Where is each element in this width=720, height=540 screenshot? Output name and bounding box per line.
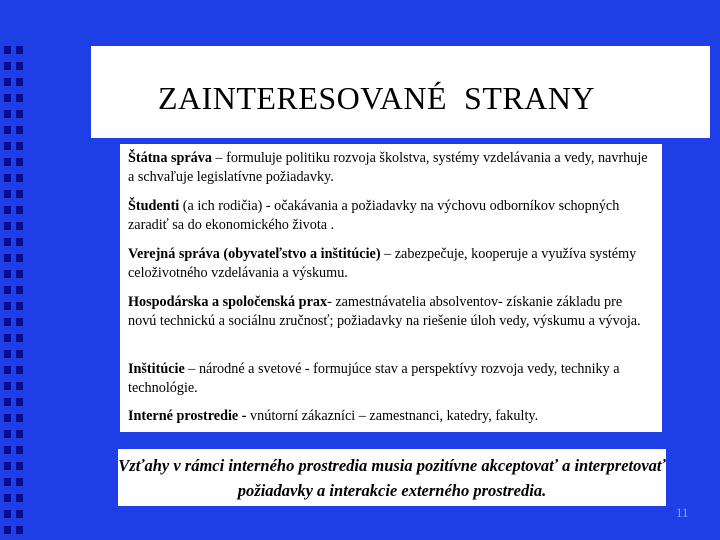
decorative-square — [16, 126, 23, 134]
decorative-square — [4, 478, 11, 486]
item-text: vnútorní zákazníci – zamestnanci, katedry, fakulty. — [246, 408, 539, 424]
slide-title: ZAINTERESOVANÉ STRANY — [157, 80, 596, 116]
decorative-square — [16, 510, 23, 518]
decorative-square — [16, 494, 23, 502]
item-text: - zamestnávatelia absolventov- získanie základu pre novú technickú a sociálnu zručnosť; požiadavky na riešenie úloh vedy, výskumu a vývoja. — [128, 294, 641, 329]
decorative-square — [4, 366, 11, 374]
decorative-square — [16, 318, 23, 326]
decorative-square — [4, 158, 11, 166]
item-heading: Inštitúcie — [128, 361, 185, 377]
decorative-square — [4, 190, 11, 198]
item-text: – národné a svetové - formujúce stav a perspektívy rozvoja vedy, techniky a technológie. — [128, 361, 620, 396]
list-item — [128, 197, 653, 235]
decorative-square — [16, 334, 23, 342]
decorative-square — [4, 318, 11, 326]
item-text: – formuluje politiku rozvoja školstva, systémy vzdelávania a vedy, navrhuje a schvaľuje legislatívne požiadavky. — [128, 150, 648, 185]
item-heading: Hospodárska a spoločenská prax — [128, 294, 328, 310]
decorative-square — [4, 350, 11, 358]
decorative-square — [4, 446, 11, 454]
decorative-square — [16, 270, 23, 278]
decorative-square — [4, 270, 11, 278]
decorative-square — [4, 222, 11, 230]
footer-box — [118, 449, 666, 506]
decorative-square — [4, 334, 11, 342]
decorative-square — [4, 254, 11, 262]
decorative-square — [4, 78, 11, 86]
decorative-square — [16, 142, 23, 150]
item-text: – zabezpečuje, kooperuje a využíva systémy celoživotného vzdelávania a výskumu. — [128, 246, 637, 281]
decorative-square — [16, 382, 23, 390]
decorative-square — [4, 94, 11, 102]
decorative-square — [16, 46, 23, 54]
decorative-square — [4, 238, 11, 246]
decorative-square — [4, 302, 11, 310]
decorative-square — [16, 254, 23, 262]
decorative-square — [16, 302, 23, 310]
item-heading: Interné prostredie - — [128, 408, 247, 424]
content-box — [120, 144, 662, 432]
decorative-square — [16, 478, 23, 486]
decorative-squares — [0, 0, 88, 540]
decorative-square — [16, 398, 23, 406]
decorative-square — [16, 350, 23, 358]
decorative-square — [16, 190, 23, 198]
decorative-square — [16, 110, 23, 118]
list-item — [128, 293, 653, 331]
decorative-square — [16, 366, 23, 374]
list-item — [128, 407, 653, 426]
item-heading: Študenti — [128, 198, 180, 214]
page-number: 11 — [676, 505, 689, 520]
decorative-square — [16, 238, 23, 246]
decorative-square — [4, 110, 11, 118]
decorative-square — [16, 78, 23, 86]
decorative-square — [4, 494, 11, 502]
decorative-square — [4, 430, 11, 438]
decorative-square — [4, 174, 11, 182]
list-item — [128, 360, 653, 398]
decorative-square — [16, 430, 23, 438]
decorative-square — [16, 462, 23, 470]
decorative-square — [16, 206, 23, 214]
list-item — [128, 245, 653, 283]
list-item — [128, 149, 653, 187]
footer-note: Vzťahy v rámci interného prostredia musia pozitívne akceptovať a interpretovať požiadavky a interakcie externého prostredia. — [118, 456, 666, 500]
item-text: (a ich rodičia) - očakávania a požiadavky na výchovu odborníkov schopných zaradiť sa do ekonomického života . — [128, 198, 620, 233]
decorative-square — [4, 462, 11, 470]
decorative-square — [16, 62, 23, 70]
item-heading: Verejná správa (obyvateľstvo a inštitúcie) — [128, 246, 381, 262]
decorative-square — [4, 510, 11, 518]
decorative-square — [16, 174, 23, 182]
decorative-square — [4, 206, 11, 214]
item-heading: Štátna správa — [128, 150, 212, 166]
decorative-square — [4, 414, 11, 422]
decorative-square — [4, 46, 11, 54]
decorative-square — [16, 446, 23, 454]
title-box — [91, 46, 710, 138]
decorative-square — [16, 222, 23, 230]
decorative-square — [4, 526, 11, 534]
decorative-square — [4, 286, 11, 294]
decorative-square — [16, 286, 23, 294]
decorative-square — [4, 398, 11, 406]
decorative-square — [4, 382, 11, 390]
decorative-square — [16, 94, 23, 102]
decorative-square — [16, 158, 23, 166]
decorative-square — [16, 526, 23, 534]
decorative-square — [4, 62, 11, 70]
decorative-square — [4, 142, 11, 150]
decorative-square — [16, 414, 23, 422]
decorative-square — [4, 126, 11, 134]
